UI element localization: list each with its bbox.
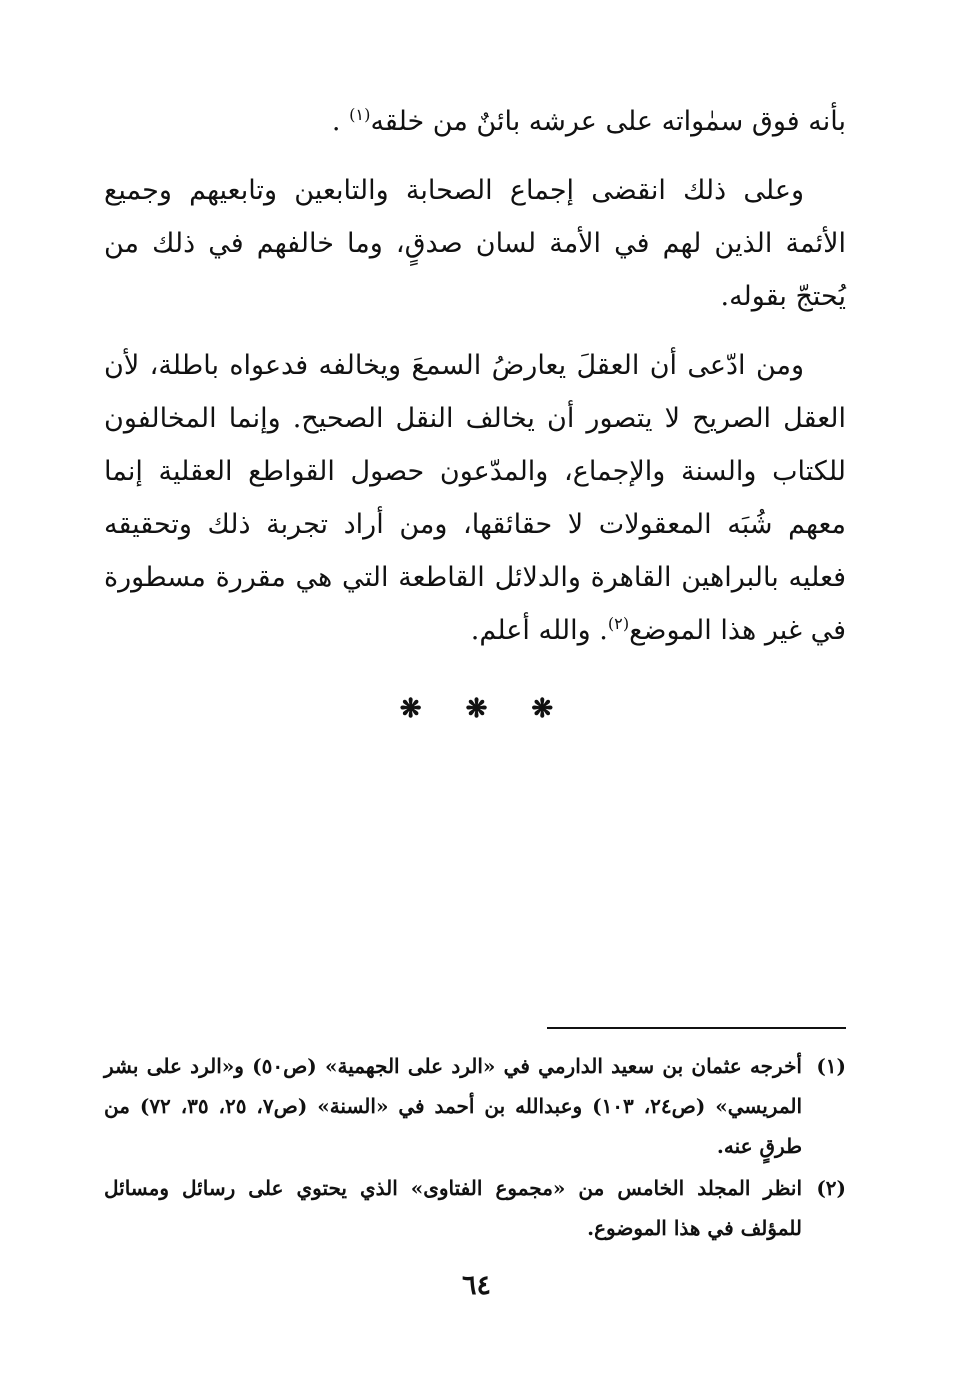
separator-star-icon: ❋ [465,694,488,724]
footnote-2 [104,1168,846,1248]
footnote-1 [104,1046,846,1166]
separator-star-icon: ❋ [399,694,422,724]
paragraph-1 [104,95,846,148]
paragraph-2-text: وعلى ذلك انقضى إجماع الصحابة والتابعين وتابعيهم وجميع الأئمة الذين لهم في الأمة لسان صدقٍ، وما خالفهم في ذلك من يُحتجّ بقوله. [104,175,846,312]
separator-star-icon: ❋ [531,694,554,724]
main-text [104,95,846,673]
section-separator [0,694,953,724]
paragraph-1-end: . [331,106,350,137]
footnote-1-text: أخرجه عثمان بن سعيد الدارمي في «الرد على الجهمية» (ص٥٠) و«الرد على بشر المريسي» (ص٢٤، ١٠٣) وعبدالله بن أحمد في «السنة» (ص٧، ٢٥، ٣٥، ٧٢) من طرقٍ عنه. [104,1054,803,1158]
paragraph-2 [104,164,846,323]
footnote-2-number: (٢) [816,1176,846,1200]
paragraph-3-text: ومن ادّعى أن العقلَ يعارضُ السمعَ ويخالفه فدعواه باطلة، لأن العقل الصريح لا يتصور أن يخالف النقل الصحيح. وإنما المخالفون للكتاب والسنة والإجماع، والمدّعون حصول القواطع العقلية إنما معهم شُبَه المعقولات لا حقائقها، ومن أراد تجربة ذلك وتحقيقه فعليه بالبراهين القاهرة والدلائل القاطعة التي هي مقررة مسطورة في غير هذا الموضع [104,350,846,646]
page-number: ٦٤ [461,1270,491,1301]
footnote-2-text: انظر المجلد الخامس من «مجموع الفتاوى» الذي يحتوي على رسائل ومسائل للمؤلف في هذا الموضوع. [104,1176,802,1240]
footnote-rule [547,1027,846,1029]
footnote-ref-1[interactable]: (١) [349,105,371,124]
footnote-1-number: (١) [816,1054,846,1078]
footnotes [104,1046,846,1250]
footnote-ref-2[interactable]: (٢) [607,614,630,633]
paragraph-3 [104,339,846,657]
paragraph-3-end: . والله أعلم. [470,615,608,646]
paragraph-1-text: بأنه فوق سمٰواته على عرشه بائنٌ من خلقه [370,106,846,137]
